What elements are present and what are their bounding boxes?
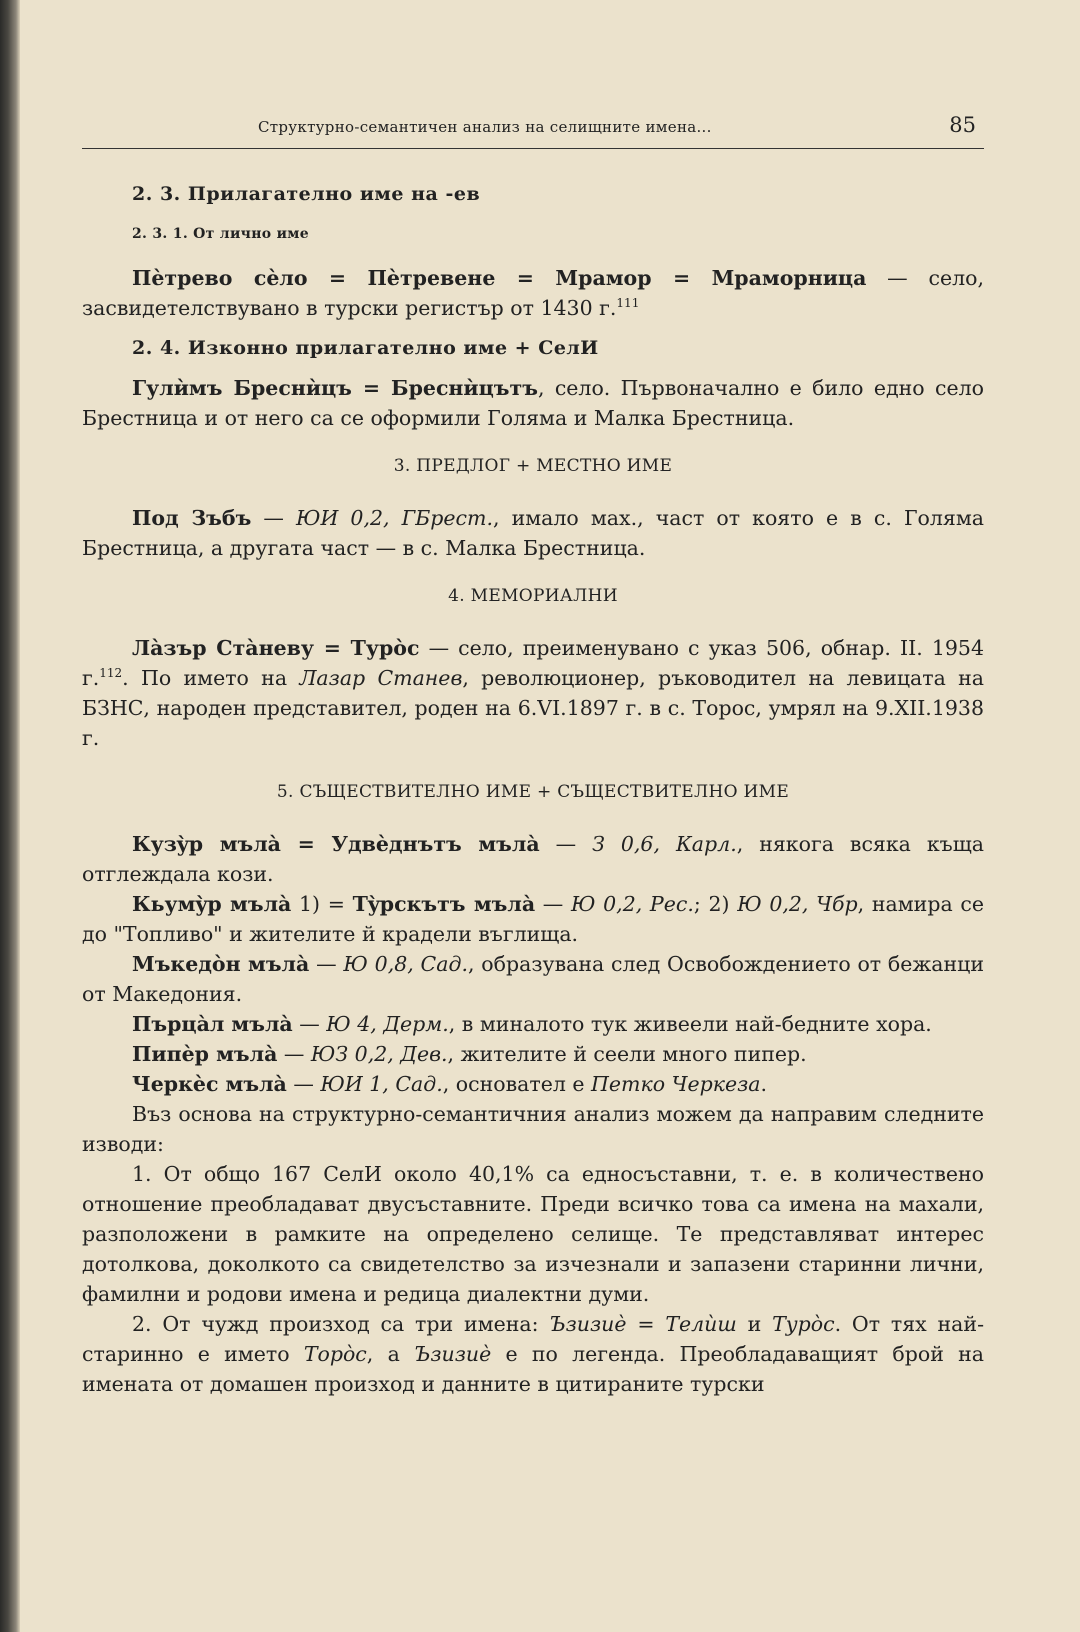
entry-makedon-mala: Мъкедòн мъла̀ — Ю 0,8, Сад., образувана след Освобождението от бежанци от Македония. xyxy=(82,952,984,1006)
entry-name: Гулѝмъ Бреснѝцъ = Бреснѝцътъ xyxy=(132,376,538,400)
entry-gulyam-bresnits: Гулѝмъ Бреснѝцъ = Бреснѝцътъ, село. Първоначално е било едно село Брестница и от него са се оформили Голяма и Малка Брестница. xyxy=(82,376,984,430)
entry-cherkes-mala: Черкѐс мъла̀ — ЮИ 1, Сад., основател е Петко Черкеза. xyxy=(132,1072,768,1096)
entry-name: Под Зъбъ xyxy=(132,506,252,530)
entry-kuzur-mala: Кузỳр мъла̀ = Удвѐднътъ мъла̀ — З 0,6, Карл., някога всяка къща отглеждала кози. xyxy=(82,832,985,886)
running-header xyxy=(82,110,984,149)
section-heading-2-4: 2. 4. Изконно прилагателно име + СелИ xyxy=(132,337,599,359)
footnote-ref-111: 111 xyxy=(616,296,640,311)
entry-location: ЮИ 0,2, ГБрест. xyxy=(296,506,493,530)
section-heading-3: 3. ПРЕДЛОГ + МЕСТНО ИМЕ xyxy=(393,456,673,476)
entry-kyumur-mala: Кьумỳр мъла̀ 1) = Тỳрскътъ мъла̀ — Ю 0,2, Рес.; 2) Ю 0,2, Чбр, намира се до "Топливо" и жителите й крадели въглища. xyxy=(82,892,984,946)
book-spine-shadow xyxy=(0,0,20,1632)
entry-name: Пѐтрево сѐло = Пѐтревене = Мрамор = Мраморница xyxy=(132,266,867,290)
conclusion-1: 1. От общо 167 СелИ около 40,1% са едносъставни, т. е. в количествено отношение преобладават двусъставните. Преди всичко това са имена на махали, разположени в рамките на определено селище. Те представляват интерес дотолкова, доколкото са свидетелство за изчезнали и запазени старинни лични, фамилни и родови имена и редица диалектни думи. xyxy=(82,1162,984,1306)
section-heading-4: 4. МЕМОРИАЛНИ xyxy=(448,586,618,606)
entry-petrevo-selo: Пѐтрево сѐло = Пѐтревене = Мрамор = Мраморница — село, засвидетелствувано в турски регистър от 1430 г.$^{111}$ xyxy=(82,266,984,320)
entry-name: Лàзър Стàневу = Турòс xyxy=(132,636,420,660)
conclusion-2: 2. От чужд произход са три имена: Ъзизиѐ = Телѝш и Турòс. От тях най-старинно е името Торòс, а Ъзизиѐ е по легенда. Преобладаващият брой на имената от домашен произход и данните в цитираните турски xyxy=(82,1312,984,1396)
subsection-heading-2-3-1: 2. 3. 1. От лично име xyxy=(132,226,309,242)
section-heading-5: 5. СЪЩЕСТВИТЕЛНО ИМЕ + СЪЩЕСТВИТЕЛНО ИМЕ xyxy=(276,782,790,802)
entry-pod-zabe: Под Зъбъ — ЮИ 0,2, ГБрест., имало мах., част от която е в с. Голяма Брестница, а другата част — в с. Малка Брестница. xyxy=(82,506,984,560)
footnote-ref-112: 112 xyxy=(99,666,123,681)
entry-lazar-stanevu: Лàзър Стàневу = Турòс — село, преименувано с указ 506, обнар. II. 1954 г.$^{112}$. По името на Лазар Станев, революционер, ръководител на левицата на БЗНС, народен представител, роден на 6.VI.1897 г. в с. Торос, умрял на 9.XII.1938 г. xyxy=(82,636,984,750)
running-title: Структурно-семантичен анализ на селищните имена... xyxy=(258,118,712,136)
entry-partsal-mala: Пърца̀л мъла̀ — Ю 4, Дерм., в миналото тук живеели най-бедните хора. xyxy=(132,1012,932,1036)
conclusions-intro: Въз основа на структурно-семантичния анализ можем да направим следните изводи: xyxy=(82,1102,984,1156)
entry-piper-mala: Пипѐр мъла̀ — ЮЗ 0,2, Дев., жителите й сеели много пипер. xyxy=(132,1042,807,1066)
page xyxy=(82,110,984,1399)
page-number: 85 xyxy=(949,113,976,137)
person-name: Лазар Станев xyxy=(299,666,463,690)
section-heading-2-3: 2. 3. Прилагателно име на -ев xyxy=(132,183,481,205)
